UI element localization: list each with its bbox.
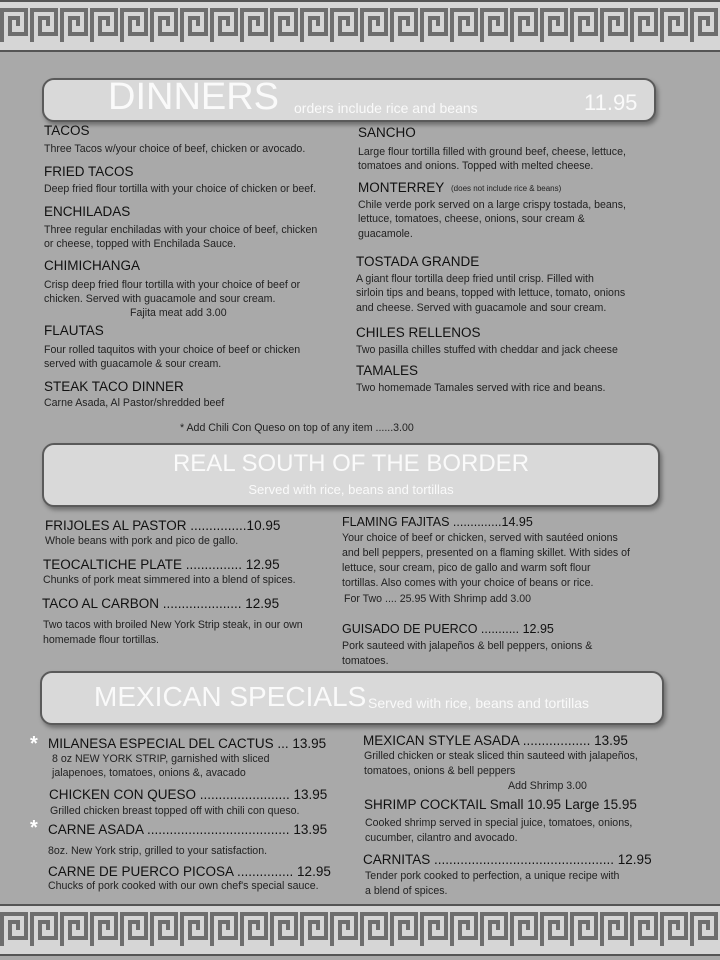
greek-key-segment (632, 914, 656, 946)
greek-key-segment (362, 914, 386, 946)
item-desc: Tender pork cooked to perfection, a unique recipe with (365, 870, 620, 882)
star-icon: * (30, 733, 38, 755)
item-name: FLAUTAS (44, 323, 104, 338)
greek-key-segment (302, 10, 326, 42)
greek-key-segment (662, 10, 686, 42)
item-name: GUISADO DE PUERCO ........... 12.95 (342, 622, 554, 636)
item-desc: tomatoes, onions & bell peppers (364, 765, 516, 777)
item-desc: Three Tacos w/your choice of beef, chicken or avocado. (44, 143, 306, 155)
greek-key-segment (92, 10, 116, 42)
item-desc: a blend of spices. (365, 885, 448, 897)
greek-key-segment (62, 10, 86, 42)
item-desc: Crisp deep fried flour tortilla with your choice of beef or (44, 279, 301, 291)
greek-key-segment (452, 914, 476, 946)
greek-key-segment (2, 914, 26, 946)
greek-key-segment (62, 914, 86, 946)
item-desc: Cooked shrimp served in special juice, tomatoes, onions, (365, 817, 633, 829)
item-name: CARNE DE PUERCO PICOSA ............... 12.95 (48, 864, 331, 879)
item-desc: Deep fried flour tortilla with your choice of chicken or beef. (44, 183, 317, 195)
item-name: SANCHO (358, 125, 416, 140)
dinners-title: DINNERS (108, 76, 280, 118)
item-desc: Pork sauteed with jalapeños & bell peppers, onions & (342, 640, 593, 652)
greek-key-segment (392, 914, 416, 946)
greek-key-segment (572, 914, 596, 946)
item-desc: jalapenoes, tomatoes, onions &, avacado (52, 767, 246, 779)
item-desc: and cheese. Served with guacamole and sour cream. (356, 302, 607, 314)
item-desc: lettuce, tomatoes, cheese, onions, sour cream & (358, 213, 585, 225)
item-desc: A giant flour tortilla deep fried until crisp. Filled with (356, 273, 594, 285)
item-desc: lettuce, sour cream, pico de gallo and warm soft flour (342, 562, 591, 574)
item-desc: 8oz. New York strip, grilled to your satisfaction. (48, 845, 268, 857)
item-name: FRIJOLES AL PASTOR ...............10.95 (45, 518, 281, 533)
greek-key-segment (122, 914, 146, 946)
item-name: CARNITAS ................................................ 12.95 (363, 852, 652, 867)
item-name: TACO AL CARBON ..................... 12.95 (42, 596, 280, 611)
item-name: CHILES RELLENOS (356, 325, 481, 340)
item-desc: 8 oz NEW YORK STRIP, garnished with sliced (52, 753, 270, 765)
item-name: MILANESA ESPECIAL DEL CACTUS ... 13.95 (48, 736, 327, 751)
greek-key-segment (272, 914, 296, 946)
item-name: CHICKEN CON QUESO ........................ 13.95 (49, 787, 328, 802)
greek-key-segment (152, 10, 176, 42)
item-desc: homemade flour tortillas. (43, 634, 159, 646)
greek-key-segment (482, 914, 506, 946)
greek-key-segment (422, 914, 446, 946)
item-desc: chicken. Served with guacamole and sour cream. (44, 293, 276, 305)
item-name: MEXICAN STYLE ASADA .................. 13.95 (363, 733, 628, 748)
greek-key-border-bottom (0, 904, 720, 956)
item-name: ENCHILADAS (44, 204, 131, 219)
greek-key-segment (572, 10, 596, 42)
border-title: REAL SOUTH OF THE BORDER (172, 450, 530, 477)
greek-key-segment (422, 10, 446, 42)
item-desc: Two homemade Tamales served with rice and beans. (356, 382, 606, 394)
greek-key-segment (2, 10, 26, 42)
greek-key-segment (242, 10, 266, 42)
greek-key-segment (332, 10, 356, 42)
star-icon: * (30, 817, 38, 839)
greek-key-segment (692, 10, 716, 42)
item-name: MONTERREY (358, 180, 445, 195)
item-extra: For Two .... 25.95 With Shrimp add 3.00 (344, 593, 532, 605)
greek-key-pattern-top (0, 2, 720, 50)
greek-key-segment (362, 10, 386, 42)
item-desc: Two pasilla chilles stuffed with cheddar and jack cheese (356, 344, 618, 356)
greek-key-segment (632, 10, 656, 42)
item-desc: tortillas. Also comes with your choice of beans or rice. (342, 577, 594, 589)
item-desc: Large flour tortilla filled with ground beef, cheese, lettuce, (358, 146, 626, 158)
greek-key-segment (512, 10, 536, 42)
item-desc: Three regular enchiladas with your choice of beef, chicken (44, 224, 318, 236)
greek-key-segment (212, 914, 236, 946)
item-desc: Chunks of pork meat simmered into a blend of spices. (43, 574, 296, 586)
item-name: TAMALES (356, 363, 419, 378)
greek-key-segment (602, 914, 626, 946)
greek-key-segment (302, 914, 326, 946)
item-desc: Whole beans with pork and pico de gallo. (45, 535, 239, 547)
border-banner (42, 443, 660, 507)
item-name: FRIED TACOS (44, 164, 134, 179)
item-desc: Four rolled taquitos with your choice of beef or chicken (44, 344, 301, 356)
item-desc: Your choice of beef or chicken, served with sautéed onions (342, 532, 618, 544)
item-name: CHIMICHANGA (44, 258, 141, 273)
greek-key-segment (542, 10, 566, 42)
item-name: TACOS (44, 123, 90, 138)
dinners-subtitle: orders include rice and beans (294, 100, 478, 116)
greek-key-segment (152, 914, 176, 946)
dinners-price: 11.95 (584, 90, 638, 115)
item-desc: and bell peppers, presented on a flaming skillet. With sides of (342, 547, 630, 559)
item-name: CARNE ASADA ...................................... 13.95 (48, 822, 328, 837)
greek-key-segment (482, 10, 506, 42)
item-note: (does not include rice & beans) (451, 184, 562, 193)
border-subtitle: Served with rice, beans and tortillas (248, 482, 454, 497)
greek-key-border-top (0, 0, 720, 52)
item-extra: Add Shrimp 3.00 (508, 780, 587, 792)
greek-key-segment (212, 10, 236, 42)
greek-key-segment (182, 10, 206, 42)
item-desc: served with guacamole & sour cream. (44, 358, 222, 370)
specials-title: MEXICAN SPECIALS (94, 681, 367, 712)
item-desc: Two tacos with broiled New York Strip steak, in our own (43, 619, 303, 631)
greek-key-segment (182, 914, 206, 946)
item-desc: Carne Asada, Al Pastor/shredded beef (44, 397, 225, 409)
greek-key-segment (692, 914, 716, 946)
specials-banner (40, 671, 664, 725)
dinners-footnote: * Add Chili Con Queso on top of any item ......3.00 (180, 422, 414, 434)
greek-key-segment (602, 10, 626, 42)
item-desc: sirloin tips and beans, topped with lettuce, tomato, onions (356, 287, 626, 299)
item-desc: Chile verde pork served on a large crispy tostada, beans, (358, 199, 626, 211)
item-name: FLAMING FAJITAS ..............14.95 (342, 515, 533, 529)
greek-key-segment (452, 10, 476, 42)
greek-key-segment (332, 914, 356, 946)
greek-key-segment (392, 10, 416, 42)
greek-key-segment (512, 914, 536, 946)
item-extra: Fajita meat add 3.00 (130, 307, 227, 319)
item-desc: Grilled chicken or steak sliced thin sauteed with jalapeños, (364, 750, 638, 762)
item-desc: Chucks of pork cooked with our own chef's special sauce. (48, 880, 319, 892)
item-name: TEOCALTICHE PLATE ............... 12.95 (43, 557, 280, 572)
item-desc: or cheese, topped with Enchilada Sauce. (44, 238, 236, 250)
item-name: TOSTADA GRANDE (356, 254, 480, 269)
greek-key-segment (32, 10, 56, 42)
greek-key-segment (272, 10, 296, 42)
dinners-banner (42, 78, 656, 122)
greek-key-segment (242, 914, 266, 946)
greek-key-segment (662, 914, 686, 946)
greek-key-segment (542, 914, 566, 946)
greek-key-segment (32, 914, 56, 946)
item-desc: Grilled chicken breast topped off with chili con queso. (50, 805, 300, 817)
item-desc: guacamole. (358, 228, 413, 240)
greek-key-pattern-bottom (0, 906, 720, 954)
greek-key-segment (122, 10, 146, 42)
item-name: SHRIMP COCKTAIL Small 10.95 Large 15.95 (364, 797, 637, 812)
greek-key-segment (92, 914, 116, 946)
item-desc: tomatoes. (342, 655, 389, 667)
specials-subtitle: Served with rice, beans and tortillas (368, 695, 589, 711)
item-name: STEAK TACO DINNER (44, 379, 184, 394)
item-desc: tomatoes and onions. Topped with melted cheese. (358, 160, 594, 172)
item-desc: cucumber, cilantro and avocado. (365, 832, 518, 844)
